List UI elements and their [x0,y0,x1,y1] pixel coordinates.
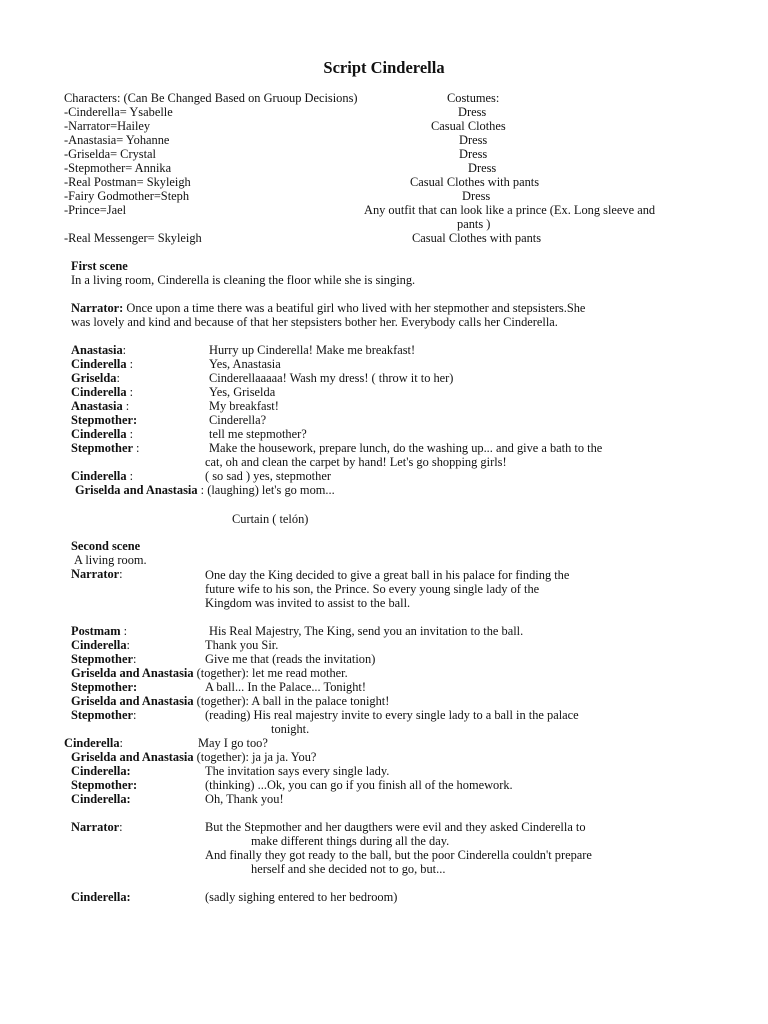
speaker-name: Griselda: [71,371,120,385]
dialogue-text: A ball... In the Palace... Tonight! [205,680,366,694]
dialogue-text: (sadly sighing entered to her bedroom) [205,890,398,904]
speaker-name: Griselda and Anastasia [71,750,194,764]
dialogue-line [71,666,348,680]
scene-heading: Second scene [71,539,141,553]
dialogue-text: tonight. [271,722,310,736]
cast-role: -Prince=Jael [64,203,127,217]
speaker-name: Griselda and Anastasia [75,483,198,497]
cast-role: -Fairy Godmother=Steph [64,189,190,203]
speaker-name: Stepmother: [71,413,138,427]
dialogue-text: Cinderellaaaaa! Wash my dress! ( throw it to her) [209,371,454,385]
speaker-name: Narrator: [71,567,123,581]
speaker-name: Griselda and Anastasia [71,666,194,680]
cast-role: -Real Messenger= Skyleigh [64,231,202,245]
cast-role: -Stepmother= Annika [64,161,172,175]
dialogue-text: Yes, Anastasia [209,357,281,371]
speaker-name: Stepmother: [71,652,137,666]
dialogue-text: herself and she decided not to go, but... [251,862,446,876]
dialogue-text: (together): A ball in the palace tonight! [193,694,390,708]
dialogue-text: : (laughing) let's go mom... [197,483,335,497]
dialogue-text: (together): ja ja ja. You? [193,750,317,764]
speaker-name: Griselda and Anastasia [71,694,194,708]
dialogue-text: Oh, Thank you! [205,792,284,806]
speaker-name: Cinderella: [71,890,131,904]
cast-role: -Griselda= Crystal [64,147,156,161]
stage-direction: Curtain ( telón) [232,512,309,526]
speaker-name: Postmam : [71,624,128,638]
dialogue-text: His Real Majestry, The King, send you an invitation to the ball. [209,624,524,638]
dialogue-text: Hurry up Cinderella! Make me breakfast! [209,343,416,357]
dialogue-text: cat, oh and clean the carpet by hand! Let's go shopping girls! [205,455,507,469]
speaker-name: Cinderella: [64,736,123,750]
speaker-name: Narrator: [71,301,124,315]
speaker-name: Narrator: [71,820,123,834]
dialogue-text: Give me that (reads the invitation) [205,652,376,666]
speaker-name: Anastasia : [71,399,130,413]
speaker-name: Stepmother: [71,680,138,694]
cast-costume: Dress [458,105,487,119]
scene-setting: A living room. [74,553,147,567]
scene-setting: In a living room, Cinderella is cleaning the floor while she is singing. [71,273,416,287]
dialogue-text: And finally they got ready to the ball, but the poor Cinderella couldn't prepare [205,848,592,862]
dialogue-text: Make the housework, prepare lunch, do the washing up... and give a bath to the [209,441,603,455]
dialogue-text: make different things during all the day. [251,834,450,848]
narrator-line [71,301,585,315]
cast-role: -Cinderella= Ysabelle [64,105,173,119]
speaker-name: Cinderella : [71,357,134,371]
dialogue-text: May I go too? [198,736,268,750]
cast-costume: Dress [468,161,497,175]
dialogue-text: But the Stepmother and her daugthers were evil and they asked Cinderella to [205,820,586,834]
dialogue-text: (together): let me read mother. [193,666,348,680]
dialogue-text: future wife to his son, the Prince. So every young single lady of the [205,582,540,596]
dialogue-text: Cinderella? [209,413,267,427]
speaker-name: Cinderella : [71,385,134,399]
speaker-name: Anastasia: [71,343,127,357]
speaker-name: Cinderella : [71,469,134,483]
dialogue-text: The invitation says every single lady. [205,764,390,778]
dialogue-text: (thinking) ...Ok, you can go if you finish all of the homework. [205,778,513,792]
cast-role: -Real Postman= Skyleigh [64,175,191,189]
cast-costume: Dress [459,147,488,161]
dialogue-text: My breakfast! [209,399,279,413]
narrator-line: was lovely and kind and because of that her stepsisters bother her. Everybody calls her Cinderella. [71,315,558,329]
page-title: Script Cinderella [323,58,445,77]
cast-costume: Any outfit that can look like a prince (Ex. Long sleeve and [364,203,656,217]
dialogue-line [71,750,316,764]
dialogue-line [75,483,335,497]
cast-role: -Anastasia= Yohanne [64,133,170,147]
speaker-name: Stepmother: [71,708,137,722]
cast-costume: Casual Clothes with pants [412,231,542,245]
dialogue-text: ( so sad ) yes, stepmother [205,469,331,483]
costumes-header: Costumes: [447,91,500,105]
speaker-name: Cinderella: [71,764,131,778]
dialogue-text: Thank you Sir. [205,638,279,652]
dialogue-text: One day the King decided to give a great ball in his palace for finding the [205,568,570,582]
dialogue-line [71,694,389,708]
speaker-name: Stepmother: [71,778,138,792]
dialogue-text: (reading) His real majestry invite to every single lady to a ball in the palace [205,708,579,722]
speaker-name: Cinderella : [71,427,134,441]
speaker-name: Cinderella: [71,638,130,652]
speaker-name: Stepmother : [71,441,140,455]
cast-costume-continued: pants ) [457,217,491,231]
cast-header: Characters: (Can Be Changed Based on Gruoup Decisions) [64,91,358,105]
dialogue-text: Kingdom was invited to assist to the ball. [205,596,411,610]
cast-costume: Casual Clothes with pants [410,175,540,189]
speaker-name: Cinderella: [71,792,131,806]
cast-role: -Narrator=Hailey [64,119,151,133]
dialogue-text: tell me stepmother? [209,427,307,441]
dialogue-text: Once upon a time there was a beatiful girl who lived with her stepmother and stepsisters.She [123,301,586,315]
scene-heading: First scene [71,259,128,273]
dialogue-text: Yes, Griselda [209,385,276,399]
cast-costume: Dress [462,189,491,203]
cast-costume: Casual Clothes [431,119,506,133]
cast-costume: Dress [459,133,488,147]
